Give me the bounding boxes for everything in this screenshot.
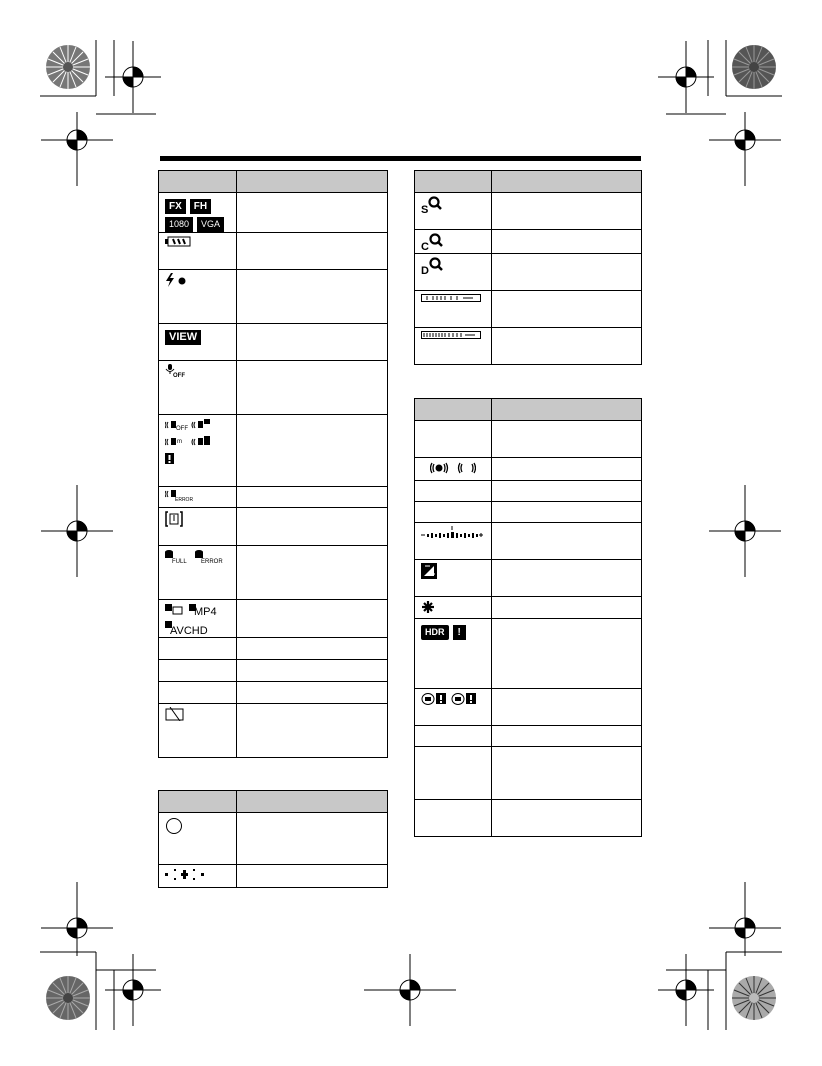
steadyshot-icons	[165, 418, 229, 466]
table-row	[159, 193, 388, 233]
svg-text:OFF: OFF	[176, 426, 188, 432]
fh-icon: FH	[190, 199, 211, 214]
table-row	[159, 660, 388, 682]
tilt-warning-icon	[165, 511, 183, 527]
zoom-scale-bar-full-icon	[421, 331, 481, 339]
table-row	[415, 481, 642, 502]
table-header-row	[159, 171, 388, 193]
hdr-icon: HDR	[421, 625, 449, 640]
s-zoom-magnifier-icon	[428, 196, 442, 210]
right-table-1	[414, 170, 642, 365]
fx-icon: FX	[165, 199, 186, 214]
table-row	[415, 747, 642, 800]
table-row	[415, 193, 642, 230]
table-row	[159, 704, 388, 758]
table-row	[159, 270, 388, 324]
table-row	[415, 800, 642, 837]
table-row	[159, 415, 388, 487]
movie-size-icons	[159, 193, 237, 233]
picture-effect-warning-icons	[421, 692, 485, 706]
no-card-icon	[165, 707, 185, 721]
c-zoom-letter: C	[421, 241, 429, 253]
table-header-row	[159, 791, 388, 813]
zoom-scale-bar-icon	[421, 294, 481, 302]
table-row	[159, 813, 388, 865]
exposure-scale-icon	[421, 526, 483, 540]
svg-text:ERROR: ERROR	[201, 559, 223, 565]
table-row	[159, 682, 388, 704]
left-table-1	[158, 170, 388, 758]
svg-text:MP4: MP4	[194, 606, 217, 618]
ae-lock-icon	[421, 600, 435, 614]
svg-text:FULL: FULL	[172, 559, 187, 565]
d-zoom-magnifier-icon	[429, 257, 443, 271]
s-zoom-letter: S	[421, 204, 429, 216]
table-row	[415, 421, 642, 458]
table-row	[159, 361, 388, 415]
table-row	[415, 523, 642, 560]
mic-off-icon	[165, 364, 187, 378]
table-header-row	[415, 171, 642, 193]
warning-icon: !	[453, 625, 466, 640]
flash-charge-icon	[165, 273, 189, 287]
vga-icon: VGA	[197, 217, 224, 232]
1080-icon: 1080	[165, 217, 193, 232]
svg-text:ERROR: ERROR	[175, 497, 194, 502]
af-area-icon	[165, 869, 205, 881]
svg-text:OFF: OFF	[173, 373, 185, 378]
table-row	[415, 689, 642, 726]
steadyshot-error-icon	[165, 489, 199, 502]
right-table-2	[414, 398, 642, 837]
table-row	[159, 600, 388, 638]
focus-circle-icon	[165, 817, 183, 835]
table-row	[415, 726, 642, 747]
table-row	[159, 508, 388, 546]
view-mode-icons	[165, 603, 231, 635]
table-row	[415, 230, 642, 254]
focus-indicator-icons	[430, 461, 476, 475]
d-zoom-letter: D	[421, 265, 429, 277]
svg-text:AVCHD: AVCHD	[170, 625, 208, 635]
table-row	[415, 291, 642, 328]
flash-compensation-icon	[421, 563, 437, 579]
table-row	[159, 638, 388, 660]
battery-icon	[165, 236, 191, 247]
c-zoom-magnifier-icon	[429, 233, 443, 247]
view-icon: VIEW	[165, 330, 201, 345]
table-header-row	[415, 399, 642, 421]
table-row	[159, 865, 388, 888]
table-row	[415, 328, 642, 365]
table-row	[159, 546, 388, 600]
table-row	[159, 233, 388, 270]
table-row	[415, 560, 642, 597]
table-row	[415, 254, 642, 291]
svg-text:m: m	[177, 439, 182, 445]
table-row	[415, 502, 642, 523]
table-row	[415, 458, 642, 481]
left-table-2	[158, 790, 388, 888]
database-full-error-icon	[165, 549, 229, 565]
table-row	[159, 487, 388, 508]
table-row	[415, 619, 642, 689]
table-row	[415, 597, 642, 619]
table-row	[159, 324, 388, 361]
